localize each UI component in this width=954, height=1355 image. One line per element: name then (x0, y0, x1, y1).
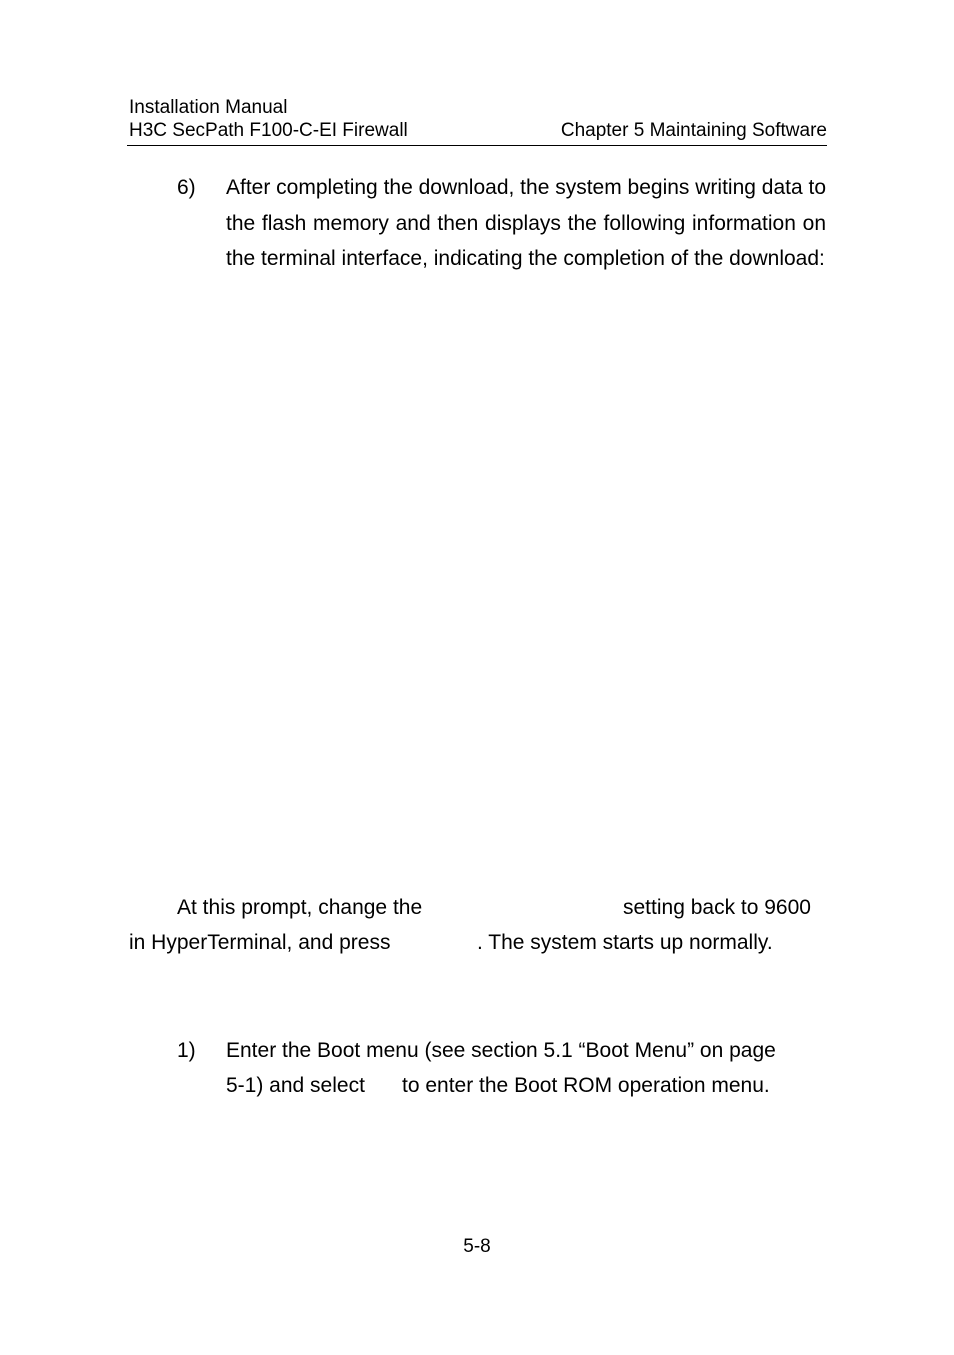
manual-title: Installation Manual (129, 97, 288, 118)
step-1-number: 1) (177, 1039, 196, 1062)
header-rule (127, 145, 827, 146)
chapter-title: Chapter 5 Maintaining Software (560, 120, 827, 141)
prompt-line1-end: setting back to 9600 (623, 896, 811, 919)
step-1-line1: Enter the Boot menu (see section 5.1 “Boot Menu” on page (226, 1039, 776, 1062)
step-1-line2-end: to enter the Boot ROM operation menu. (402, 1074, 770, 1097)
prompt-line1-start: At this prompt, change the (177, 896, 423, 919)
step-6-text: After completing the download, the system begins writing data to the flash memory and then displays the following information on the terminal interface, indicating the completion of the download: (226, 176, 826, 270)
step-1-line2-start: 5-1) and select (226, 1074, 365, 1097)
page-number: 5-8 (463, 1236, 491, 1257)
prompt-line2-start: in HyperTerminal, and press (129, 931, 391, 954)
prompt-line2-end: . The system starts up normally. (477, 931, 773, 954)
step-6-number: 6) (177, 176, 196, 199)
product-name: H3C SecPath F100-C-EI Firewall (129, 120, 408, 141)
